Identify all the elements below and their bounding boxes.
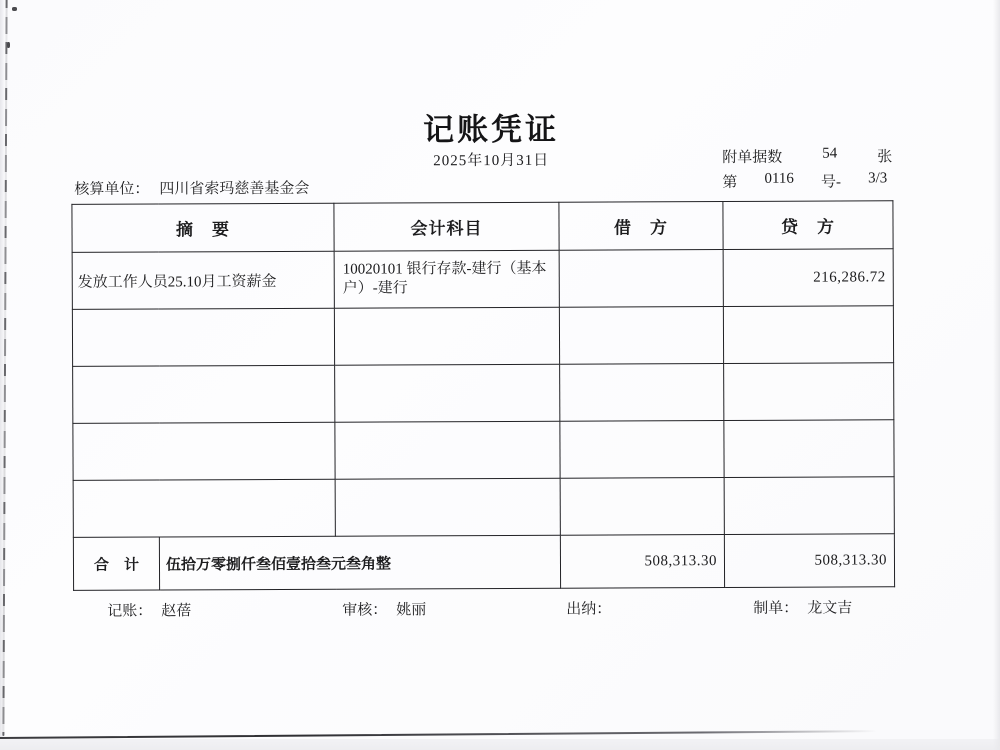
row-account	[335, 364, 560, 422]
header-account: 会计科目	[334, 202, 559, 251]
number-prefix: 第	[722, 174, 738, 192]
reviewer-label: 审核：	[342, 602, 388, 619]
total-label: 合 计	[73, 537, 159, 590]
accounting-unit-line	[74, 177, 309, 199]
scan-background-strip	[0, 739, 1000, 750]
scan-artifact	[7, 42, 10, 48]
row-debit	[559, 250, 723, 308]
table-row	[72, 306, 893, 367]
preparer-signature	[753, 596, 852, 617]
reviewer-name: 姚丽	[396, 602, 427, 619]
bookkeeper-label: 记账：	[107, 603, 153, 620]
voucher-table	[71, 200, 895, 591]
attachment-unit: 张	[877, 149, 893, 166]
accounting-unit-label: 核算单位：	[74, 181, 150, 198]
row-debit	[560, 478, 724, 536]
row-summary: 发放工作人员25.10月工资薪金	[72, 251, 334, 309]
scan-right-edge-shadow	[993, 0, 1000, 750]
voucher-number-line	[722, 170, 887, 192]
row-account: 10020101 银行存款-建行（基本户）-建行	[334, 250, 559, 308]
header-credit: 贷 方	[723, 201, 893, 250]
scan-artifact	[12, 7, 17, 11]
attachment-count: 54	[822, 145, 838, 162]
page-indicator: 3/3	[868, 170, 888, 187]
total-credit: 508,313.30	[724, 534, 894, 588]
row-debit	[560, 364, 724, 422]
reviewer-signature	[342, 598, 426, 619]
number-suffix: 号-	[820, 174, 842, 191]
page-title: 记账凭证	[423, 111, 560, 148]
cashier-label: 出纳：	[566, 601, 612, 618]
preparer-name: 龙文吉	[807, 600, 853, 617]
table-header-row	[72, 201, 893, 253]
preparer-label: 制单：	[753, 600, 799, 617]
accounting-unit-name: 四川省索玛慈善基金会	[159, 180, 310, 198]
row-credit: 216,286.72	[723, 249, 893, 307]
signature-row	[1, 596, 1000, 620]
cashier-signature	[566, 597, 620, 618]
header-summary: 摘 要	[72, 203, 334, 252]
row-account	[335, 421, 560, 479]
row-summary	[73, 422, 335, 480]
table-row	[73, 477, 894, 538]
table-row	[73, 363, 894, 424]
row-credit	[724, 420, 894, 478]
total-debit: 508,313.30	[560, 535, 724, 589]
header-debit: 借 方	[559, 202, 723, 251]
row-credit	[723, 306, 893, 364]
table-row	[73, 420, 894, 481]
row-debit	[560, 421, 724, 479]
voucher-number: 0116	[764, 170, 794, 187]
attachment-label: 附单据数	[722, 149, 783, 167]
row-account	[335, 478, 560, 536]
row-credit	[724, 477, 894, 535]
table-row	[72, 249, 893, 310]
total-amount-in-words: 伍拾万零捌仟叁佰壹拾叁元叁角整	[159, 535, 560, 590]
row-account	[334, 307, 559, 365]
attachment-count-line	[722, 145, 892, 167]
row-credit	[724, 363, 894, 421]
row-debit	[559, 307, 723, 365]
row-summary	[72, 308, 334, 366]
total-row	[73, 534, 894, 591]
row-summary	[73, 365, 335, 423]
row-summary	[73, 479, 335, 537]
voucher-date: 2025年10月31日	[433, 152, 550, 170]
bookkeeper-name: 赵蓓	[161, 603, 192, 620]
bookkeeper-signature	[107, 599, 191, 620]
